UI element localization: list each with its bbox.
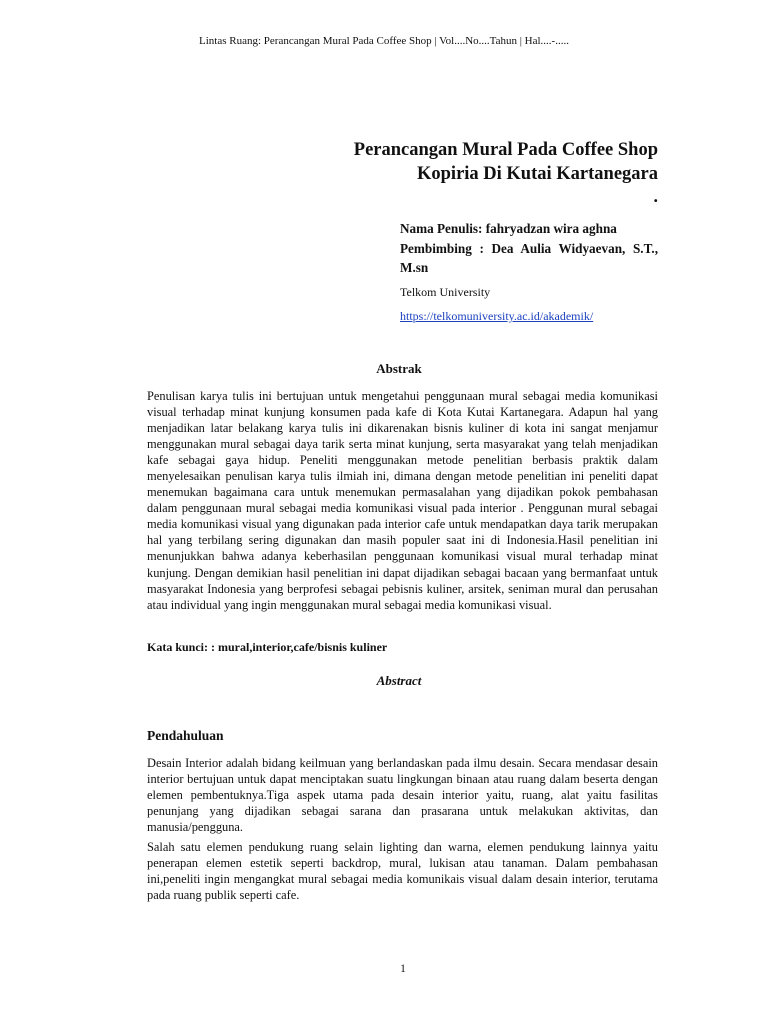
keywords: Kata kunci: : mural,interior,cafe/bisnis kuliner (147, 640, 388, 654)
running-header: Lintas Ruang: Perancangan Mural Pada Coffee Shop | Vol....No....Tahun | Hal....-..... (199, 35, 569, 47)
pendahuluan-paragraph-2: Salah satu elemen pendukung ruang selain lighting dan warna, elemen pendukung lainnya yaitu penerapan elemen estetik seperti backdrop, mural, lukisan atau tanaman. Dalam pembahasan ini,peneliti ingin mengangkat mural sebagai media komunikais visual dalam desain interior, terutama pada ruang publik seperti cafe. (147, 840, 658, 903)
abstrak-heading: Abstrak (376, 361, 422, 376)
pendahuluan-paragraph-1: Desain Interior adalah bidang keilmuan yang berlandaskan pada ilmu desain. Secara mendasar desain interior bertujuan untuk dapat menciptakan suatu lingkungan binaan atau ruang dalam beserta dengan elemen pembentuknya.Tiga aspek utama pada desain interior yaitu, ruang, alat yaitu fasilitas penunjang yang dijadikan sebagai sarana dan prasarana untuk melakukan aktivitas, dan manusia/pengguna. (147, 756, 658, 835)
author-name: Nama Penulis: fahryadzan wira aghna (400, 221, 617, 236)
author-block (400, 219, 658, 278)
advisor-name: Pembimbing : Dea Aulia Widyaevan, S.T., M.sn (400, 240, 658, 275)
paper-title (354, 138, 658, 186)
pendahuluan-heading: Pendahuluan (147, 728, 224, 743)
title-line-2: Kopiria Di Kutai Kartanegara (417, 164, 658, 184)
affiliation-link[interactable]: https://telkomuniversity.ac.id/akademik/ (400, 309, 594, 323)
title-trailing-dot: . (653, 186, 658, 206)
affiliation: Telkom University (400, 285, 491, 299)
title-line-1: Perancangan Mural Pada Coffee Shop (353, 140, 658, 160)
abstrak-body: Penulisan karya tulis ini bertujuan untuk mengetahui penggunaan mural sebagai media komunikasi visual terhadap minat kunjung konsumen pada kafe di Kota Kutai Kartanegara. Adapun hal yang menjadikan latar belakang karya tulis ini dikarenakan bisnis kuliner di kota ini sangat menjamur menggunakan mural sebagai daya tarik serta minat kunjung, serta masyarakat yang telah menjadikan kafe sebagai gaya hidup. Peneliti menggunakan metode penelitian berbasis praktik dalam menyelesaikan penulisan karya tulis ilmiah ini, dimana dengan metode penelitian ini peneliti dapat menemukan bagaimana cara untuk menemukan permasalahan yang dijadikan pokok pembahasan dalam penggunaan mural sebagai media komunikasi visual pada interior . Penggunan mural sebagai media komunikasi visual yang digunakan pada interior cafe untuk mendapatkan daya tarik merupakan hal yang terbilang sering digunakan dan masih populer saat ini di Indonesia.Hasil penelitian ini menunjukkan bahwa adanya keberhasilan penggunaan komunikasi visual mural terhadap minat kunjung. Dengan demikian hasil penelitian ini dapat dijadikan sebagai bacaan yang bermanfaat untuk masyarakat Indonesia yang berprofesi sebagai pebisnis kuliner, arsitek, seniman mural dan perusahan atau individual yang ingin menggunakan mural sebagai media komunikasi visual. (147, 389, 658, 612)
abstract-heading: Abstract (376, 673, 422, 688)
page-number: 1 (400, 963, 406, 975)
